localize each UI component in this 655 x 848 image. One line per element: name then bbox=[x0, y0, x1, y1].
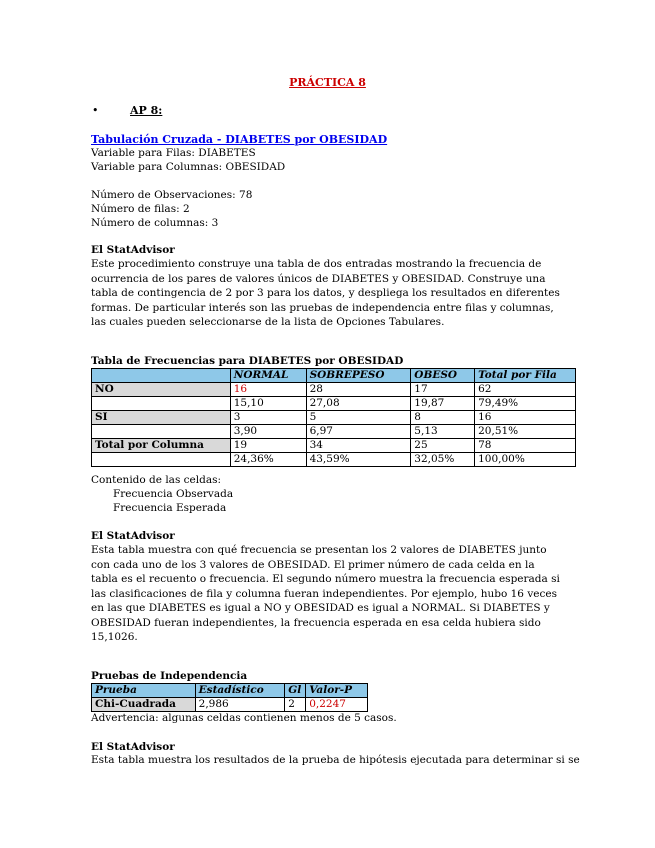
statadvisor-heading-1: El StatAdvisor bbox=[91, 244, 175, 256]
table-row bbox=[92, 383, 576, 397]
table-row bbox=[92, 397, 576, 411]
table-row bbox=[92, 453, 576, 467]
table-cell: 28 bbox=[306, 383, 411, 397]
table-cell: 5,13 bbox=[411, 425, 475, 439]
header-cell: Total por Fila bbox=[475, 369, 576, 383]
header-cell: OBESO bbox=[411, 369, 475, 383]
header-cell: Valor-P bbox=[306, 684, 368, 698]
table-cell: 79,49% bbox=[475, 397, 576, 411]
statadvisor-paragraph-3: Esta tabla muestra los resultados de la prueba de hipótesis ejecutada para determinar si se bbox=[91, 754, 580, 766]
row-label-cell: SI bbox=[92, 411, 231, 425]
row-label-cell: Total por Columna bbox=[92, 439, 231, 453]
cell-content-expected: Frecuencia Esperada bbox=[113, 502, 227, 514]
table-cell: 16 bbox=[475, 411, 576, 425]
table-row bbox=[92, 411, 576, 425]
table-cell: 15,10 bbox=[230, 397, 306, 411]
table-cell: 32,05% bbox=[411, 453, 475, 467]
header-cell: Prueba bbox=[92, 684, 196, 698]
table-cell: 3,90 bbox=[230, 425, 306, 439]
table-cell: 16 bbox=[230, 383, 306, 397]
p-value-cell: 0,2247 bbox=[306, 698, 368, 712]
ap-label: AP 8: bbox=[130, 104, 163, 117]
row-label-cell: NO bbox=[92, 383, 231, 397]
table-cell: 6,97 bbox=[306, 425, 411, 439]
statadvisor-paragraph-1: Este procedimiento construye una tabla de dos entradas mostrando la frecuencia de ocurrencia de los pares de valores únicos de DIABETES y OBESIDAD. Construye una tabla de contingencia de 2 por 3 para los datos, y despliega los resultados en diferentes formas. De particular interés son las pruebas de independencia entre filas y columnas, las cuales pueden seleccionarse de la lista de Opciones Tabulares. bbox=[91, 258, 560, 328]
frequency-table bbox=[91, 368, 576, 467]
table-cell: 19,87 bbox=[411, 397, 475, 411]
statadvisor-paragraph-2: Esta tabla muestra con qué frecuencia se presentan los 2 valores de DIABETES junto con cada uno de los 3 valores de OBESIDAD. El primer número de cada celda en la tabla es el recuento o frecuencia. El segundo número muestra la frecuencia esperada si las clasificaciones de fila y columna fueran independientes. Por ejemplo, hubo 16 veces en las que DIABETES es igual a NO y OBESIDAD es igual a NORMAL. Si DIABETES y OBESIDAD fueran independientes, la frecuencia esperada en esa celda hubiera sido 15,1026. bbox=[91, 544, 560, 643]
header-cell bbox=[92, 369, 231, 383]
table-cell bbox=[92, 397, 231, 411]
table-cell: 2 bbox=[285, 698, 306, 712]
columns-count: Número de columnas: 3 bbox=[91, 217, 219, 229]
table-cell: 3 bbox=[230, 411, 306, 425]
header-cell: SOBREPESO bbox=[306, 369, 411, 383]
table-cell: 34 bbox=[306, 439, 411, 453]
table-cell: 78 bbox=[475, 439, 576, 453]
header-cell: NORMAL bbox=[230, 369, 306, 383]
column-variable: Variable para Columnas: OBESIDAD bbox=[91, 161, 286, 173]
page-title: PRÁCTICA 8 bbox=[289, 76, 366, 89]
table-cell: 5 bbox=[306, 411, 411, 425]
table-cell: 19 bbox=[230, 439, 306, 453]
cell-contents-label: Contenido de las celdas: bbox=[91, 474, 222, 486]
crosstab-link[interactable]: Tabulación Cruzada - DIABETES por OBESIDAD bbox=[91, 133, 388, 146]
rows-count: Número de filas: 2 bbox=[91, 203, 190, 215]
table-cell: 62 bbox=[475, 383, 576, 397]
independence-header-row bbox=[92, 684, 368, 698]
cell-content-observed: Frecuencia Observada bbox=[113, 488, 234, 500]
row-label-cell: Chi-Cuadrada bbox=[92, 698, 196, 712]
frequency-header-row bbox=[92, 369, 576, 383]
table-cell: 43,59% bbox=[306, 453, 411, 467]
warning-note: Advertencia: algunas celdas contienen menos de 5 casos. bbox=[91, 712, 397, 724]
independence-table-title: Pruebas de Independencia bbox=[91, 670, 248, 682]
frequency-table-title: Tabla de Frecuencias para DIABETES por OBESIDAD bbox=[91, 355, 404, 367]
table-cell bbox=[92, 453, 231, 467]
table-cell: 17 bbox=[411, 383, 475, 397]
table-cell: 100,00% bbox=[475, 453, 576, 467]
table-cell: 2,986 bbox=[195, 698, 285, 712]
independence-table bbox=[91, 683, 368, 712]
observations-count: Número de Observaciones: 78 bbox=[91, 189, 253, 201]
table-cell: 27,08 bbox=[306, 397, 411, 411]
crosstab-heading[interactable] bbox=[91, 133, 387, 148]
table-row bbox=[92, 698, 368, 712]
bullet-marker: • bbox=[92, 104, 99, 117]
table-cell: 20,51% bbox=[475, 425, 576, 439]
table-cell: 24,36% bbox=[230, 453, 306, 467]
table-row bbox=[92, 425, 576, 439]
statadvisor-heading-2: El StatAdvisor bbox=[91, 530, 175, 542]
table-cell: 8 bbox=[411, 411, 475, 425]
table-cell bbox=[92, 425, 231, 439]
table-row bbox=[92, 439, 576, 453]
header-cell: Gl bbox=[285, 684, 306, 698]
statadvisor-heading-3: El StatAdvisor bbox=[91, 741, 175, 753]
table-cell: 25 bbox=[411, 439, 475, 453]
header-cell: Estadístico bbox=[195, 684, 285, 698]
row-variable: Variable para Filas: DIABETES bbox=[91, 147, 256, 159]
